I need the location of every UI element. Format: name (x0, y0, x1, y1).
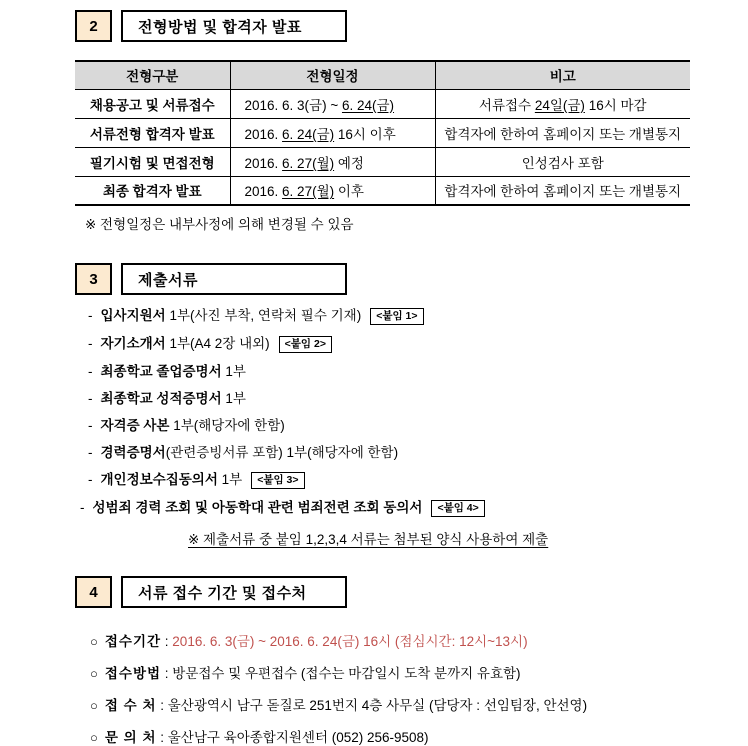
document-item: - 입사지원서 1부(사진 부착, 연락처 필수 기재) <붙임 1> (88, 308, 748, 325)
column-header-schedule: 전형일정 (230, 61, 435, 89)
circle-bullet: ○ (90, 666, 98, 681)
cell-schedule: 2016. 6. 27(월) 예정 (230, 147, 435, 176)
cell-schedule: 2016. 6. 27(월) 이후 (230, 176, 435, 205)
section-title: 서류 접수 기간 및 접수처 (121, 576, 347, 608)
table-header-row (75, 61, 690, 89)
document-item: - 자기소개서 1부(A4 2장 내외) <붙임 2> (88, 336, 748, 353)
circle-bullet: ○ (90, 698, 98, 713)
cell-note: 서류접수 24일(금) 16시 마감 (435, 89, 690, 118)
section-number-badge: 3 (75, 263, 112, 295)
dash-bullet: - (88, 472, 93, 487)
schedule-table (75, 60, 690, 206)
document-item: - 최종학교 졸업증명서 1부 (88, 364, 246, 379)
table-row (75, 176, 690, 205)
table-row (75, 147, 690, 176)
column-header-note: 비고 (435, 61, 690, 89)
attachment-badge: <붙임 2> (279, 336, 332, 353)
dash-bullet: - (88, 336, 93, 351)
schedule-footnote: ※ 전형일정은 내부사정에 의해 변경될 수 있음 (85, 217, 354, 232)
cell-category: 필기시험 및 면접전형 (75, 147, 230, 176)
reception-period-value: 2016. 6. 3(금) ~ 2016. 6. 24(금) 16시 (점심시간: 12시~13시) (172, 634, 528, 649)
cell-schedule: 2016. 6. 24(금) 16시 이후 (230, 118, 435, 147)
document-item: - 최종학교 성적증명서 1부 (88, 391, 246, 406)
cell-note: 합격자에 한하여 홈페이지 또는 개별통지 (435, 176, 690, 205)
document-item: - 경력증명서(관련증빙서류 포함) 1부(해당자에 한함) (88, 445, 399, 460)
reception-entry-method: ○ 접수방법 : 방문접수 및 우편접수 (접수는 마감일시 도착 분까지 유효함) (90, 666, 521, 681)
section-header-methods (75, 10, 748, 42)
document-item: - 성범죄 경력 조회 및 아동학대 관련 범죄전련 조회 동의서 <붙임 4> (80, 500, 748, 517)
dash-bullet: - (88, 391, 93, 406)
reception-entry-contact: ○ 문 의 처 : 울산남구 육아종합지원센터 (052) 256-9508) (90, 730, 429, 745)
attachment-badge: <붙임 1> (370, 308, 423, 325)
cell-category: 채용공고 및 서류접수 (75, 89, 230, 118)
dash-bullet: - (88, 418, 93, 433)
circle-bullet: ○ (90, 634, 98, 649)
reception-entry-address: ○ 접 수 처 : 울산광역시 남구 돋질로 251번지 4층 사무실 (담당자 : 선임팀장, 안선영) (90, 698, 588, 713)
column-header-category: 전형구분 (75, 61, 230, 89)
dash-bullet: - (88, 445, 93, 460)
section-header-reception (75, 576, 748, 608)
cell-schedule: 2016. 6. 3(금) ~ 6. 24(금) (230, 89, 435, 118)
cell-note: 합격자에 한하여 홈페이지 또는 개별통지 (435, 118, 690, 147)
section-number-badge: 2 (75, 10, 112, 42)
document-item: - 자격증 사본 1부(해당자에 한함) (88, 418, 285, 433)
reception-entry-period: ○ 접수기간 : 2016. 6. 3(금) ~ 2016. 6. 24(금) 16시 (점심시간: 12시~13시) (90, 634, 528, 649)
documents-list (80, 308, 748, 548)
reception-list (90, 633, 748, 746)
attachment-badge: <붙임 4> (431, 500, 484, 517)
section-header-documents (75, 263, 748, 295)
section-number-badge: 4 (75, 576, 112, 608)
section-title: 제출서류 (121, 263, 347, 295)
documents-footnote: ※ 제출서류 중 붙임 1,2,3,4 서류는 첨부된 양식 사용하여 제출 (188, 532, 549, 547)
attachment-badge: <붙임 3> (251, 472, 304, 489)
circle-bullet: ○ (90, 730, 98, 745)
section-title: 전형방법 및 합격자 발표 (121, 10, 347, 42)
dash-bullet: - (88, 308, 93, 323)
table-row (75, 89, 690, 118)
cell-category: 최종 합격자 발표 (75, 176, 230, 205)
dash-bullet: - (80, 500, 85, 515)
cell-note: 인성검사 포함 (435, 147, 690, 176)
document-item: - 개인정보수집동의서 1부 <붙임 3> (88, 472, 748, 489)
table-row (75, 118, 690, 147)
cell-category: 서류전형 합격자 발표 (75, 118, 230, 147)
dash-bullet: - (88, 364, 93, 379)
